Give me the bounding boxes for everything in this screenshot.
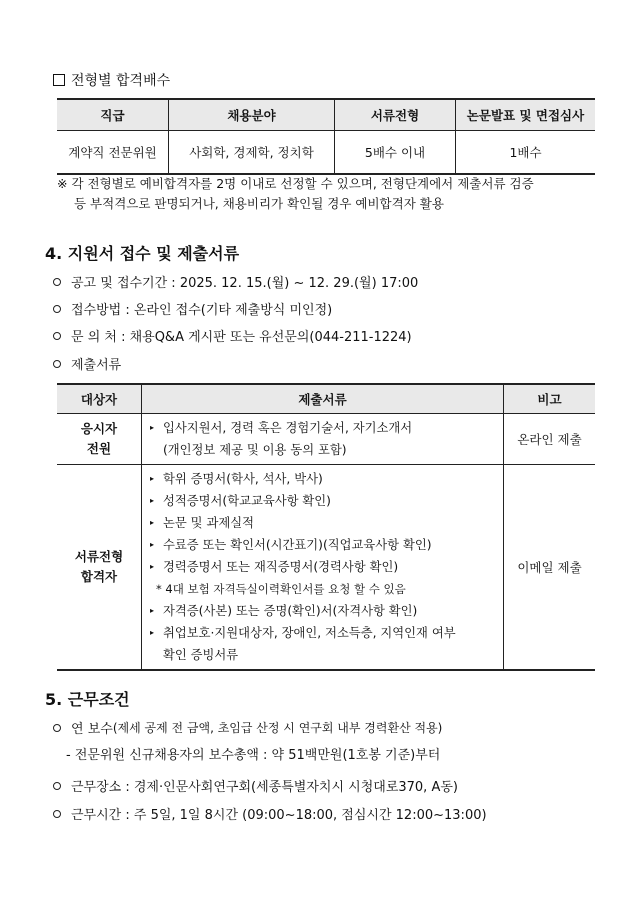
triangle-bullet-icon: ▸ xyxy=(150,518,155,527)
sub-list-item: - 전문위원 신규채용자의 보수총액 : 약 51백만원(1호봉 기준)부터 xyxy=(66,748,441,763)
triangle-bullet-icon: ▸ xyxy=(150,423,155,432)
document-item-text: 입사지원서, 경력 혹은 경험기술서, 자기소개서 xyxy=(163,421,413,435)
document-item-text: 수료증 또는 확인서(시간표기)(직업교육사항 확인) xyxy=(163,538,432,552)
list-item xyxy=(53,326,412,345)
circle-bullet-icon xyxy=(53,305,61,313)
star-note: * 4대 보험 자격득실이력확인서를 요청 할 수 있음 xyxy=(156,582,406,596)
document-item-text: 성적증명서(학교교육사항 확인) xyxy=(163,494,331,508)
documents-cell xyxy=(142,465,504,671)
list-item xyxy=(53,299,332,318)
document-item xyxy=(150,490,495,512)
document-item xyxy=(150,600,495,622)
table-header: 비고 xyxy=(504,384,596,414)
document-item-text: 논문 및 과제실적 xyxy=(163,516,254,530)
circle-bullet-icon xyxy=(53,360,61,368)
document-item xyxy=(150,512,495,534)
multiplier-table xyxy=(57,98,595,175)
circle-bullet-icon xyxy=(53,782,61,790)
document-item-continuation: (개인정보 제공 및 이용 동의 포함) xyxy=(163,443,347,457)
document-item-continuation: 확인 증빙서류 xyxy=(163,648,239,662)
square-bullet-icon xyxy=(53,74,65,86)
list-item xyxy=(53,354,121,373)
triangle-bullet-icon: ▸ xyxy=(150,496,155,505)
table-cell: 5배수 이내 xyxy=(335,131,456,175)
table-cell: 1배수 xyxy=(456,131,596,175)
subsection-title xyxy=(53,70,170,90)
target-cell xyxy=(57,414,142,465)
table-header: 직급 xyxy=(57,99,169,131)
circle-bullet-icon xyxy=(53,724,61,732)
document-item-text: 경력증명서 또는 재직증명서(경력사항 확인) xyxy=(163,560,399,574)
table-header: 제출서류 xyxy=(142,384,504,414)
target-text: 전원 xyxy=(86,441,112,456)
table-row xyxy=(57,131,595,175)
footnote-line: 등 부적격으로 판명되거나, 채용비리가 확인될 경우 예비합격자 활용 xyxy=(74,196,444,211)
subsection-title-text: 전형별 합격배수 xyxy=(71,73,171,89)
document-item xyxy=(150,534,495,556)
list-item-text: 접수방법 : 온라인 접수(기타 제출방식 미인정) xyxy=(71,303,333,318)
target-text: 응시자 xyxy=(80,421,118,436)
triangle-bullet-icon: ▸ xyxy=(150,562,155,571)
section-heading: 4. 지원서 접수 및 제출서류 xyxy=(45,244,240,263)
list-item xyxy=(53,804,487,823)
list-item xyxy=(53,718,442,737)
document-item xyxy=(150,468,495,490)
documents-cell xyxy=(142,414,504,465)
footnote xyxy=(57,174,602,214)
remark-cell: 이메일 제출 xyxy=(504,465,596,671)
table-header: 대상자 xyxy=(57,384,142,414)
triangle-bullet-icon: ▸ xyxy=(150,628,155,637)
triangle-bullet-icon: ▸ xyxy=(150,474,155,483)
table-header: 논문발표 및 면접심사 xyxy=(456,99,596,131)
table-row xyxy=(57,414,595,465)
triangle-bullet-icon: ▸ xyxy=(150,540,155,549)
table-header: 서류전형 xyxy=(335,99,456,131)
list-item-label: 연 보수 xyxy=(71,722,113,737)
target-cell xyxy=(57,465,142,671)
table-cell: 계약직 전문위원 xyxy=(57,131,169,175)
table-row xyxy=(57,465,595,671)
target-text: 합격자 xyxy=(80,569,118,584)
document-item xyxy=(150,417,495,439)
document-item-text: 자격증(사본) 또는 증명(확인)서(자격사항 확인) xyxy=(163,604,418,618)
document-item-text: 취업보호·지원대상자, 장애인, 저소득층, 지역인재 여부 xyxy=(163,626,456,640)
list-item xyxy=(53,776,458,795)
documents-table xyxy=(57,383,595,671)
table-header: 채용분야 xyxy=(169,99,335,131)
list-item-text: 제출서류 xyxy=(71,358,122,373)
document-item xyxy=(150,622,495,644)
triangle-bullet-icon: ▸ xyxy=(150,606,155,615)
circle-bullet-icon xyxy=(53,278,61,286)
target-text: 서류전형 xyxy=(74,549,124,564)
circle-bullet-icon xyxy=(53,332,61,340)
circle-bullet-icon xyxy=(53,810,61,818)
section-heading: 5. 근무조건 xyxy=(45,690,130,709)
document-item-text: 학위 증명서(학사, 석사, 박사) xyxy=(163,472,323,486)
list-item-text: 문 의 처 : 채용Q&A 게시판 또는 유선문의(044-211-1224) xyxy=(71,330,412,345)
footnote-line: ※ 각 전형별로 예비합격자를 2명 이내로 선정할 수 있으며, 전형단계에서 제출서류 검증 xyxy=(57,176,534,191)
list-item-text: 근무시간 : 주 5일, 1일 8시간 (09:00~18:00, 점심시간 12:00~13:00) xyxy=(71,808,487,823)
document-item xyxy=(150,556,495,578)
list-item-text: (제세 공제 전 금액, 초임급 산정 시 연구회 내부 경력환산 적용) xyxy=(112,721,443,735)
list-item-text: 근무장소 : 경제·인문사회연구회(세종특별자치시 시청대로370, A동) xyxy=(71,780,458,795)
table-cell: 사회학, 경제학, 정치학 xyxy=(169,131,335,175)
list-item xyxy=(53,272,418,291)
remark-cell: 온라인 제출 xyxy=(504,414,596,465)
list-item-text: 공고 및 접수기간 : 2025. 12. 15.(월) ~ 12. 29.(월) 17:00 xyxy=(71,276,419,291)
